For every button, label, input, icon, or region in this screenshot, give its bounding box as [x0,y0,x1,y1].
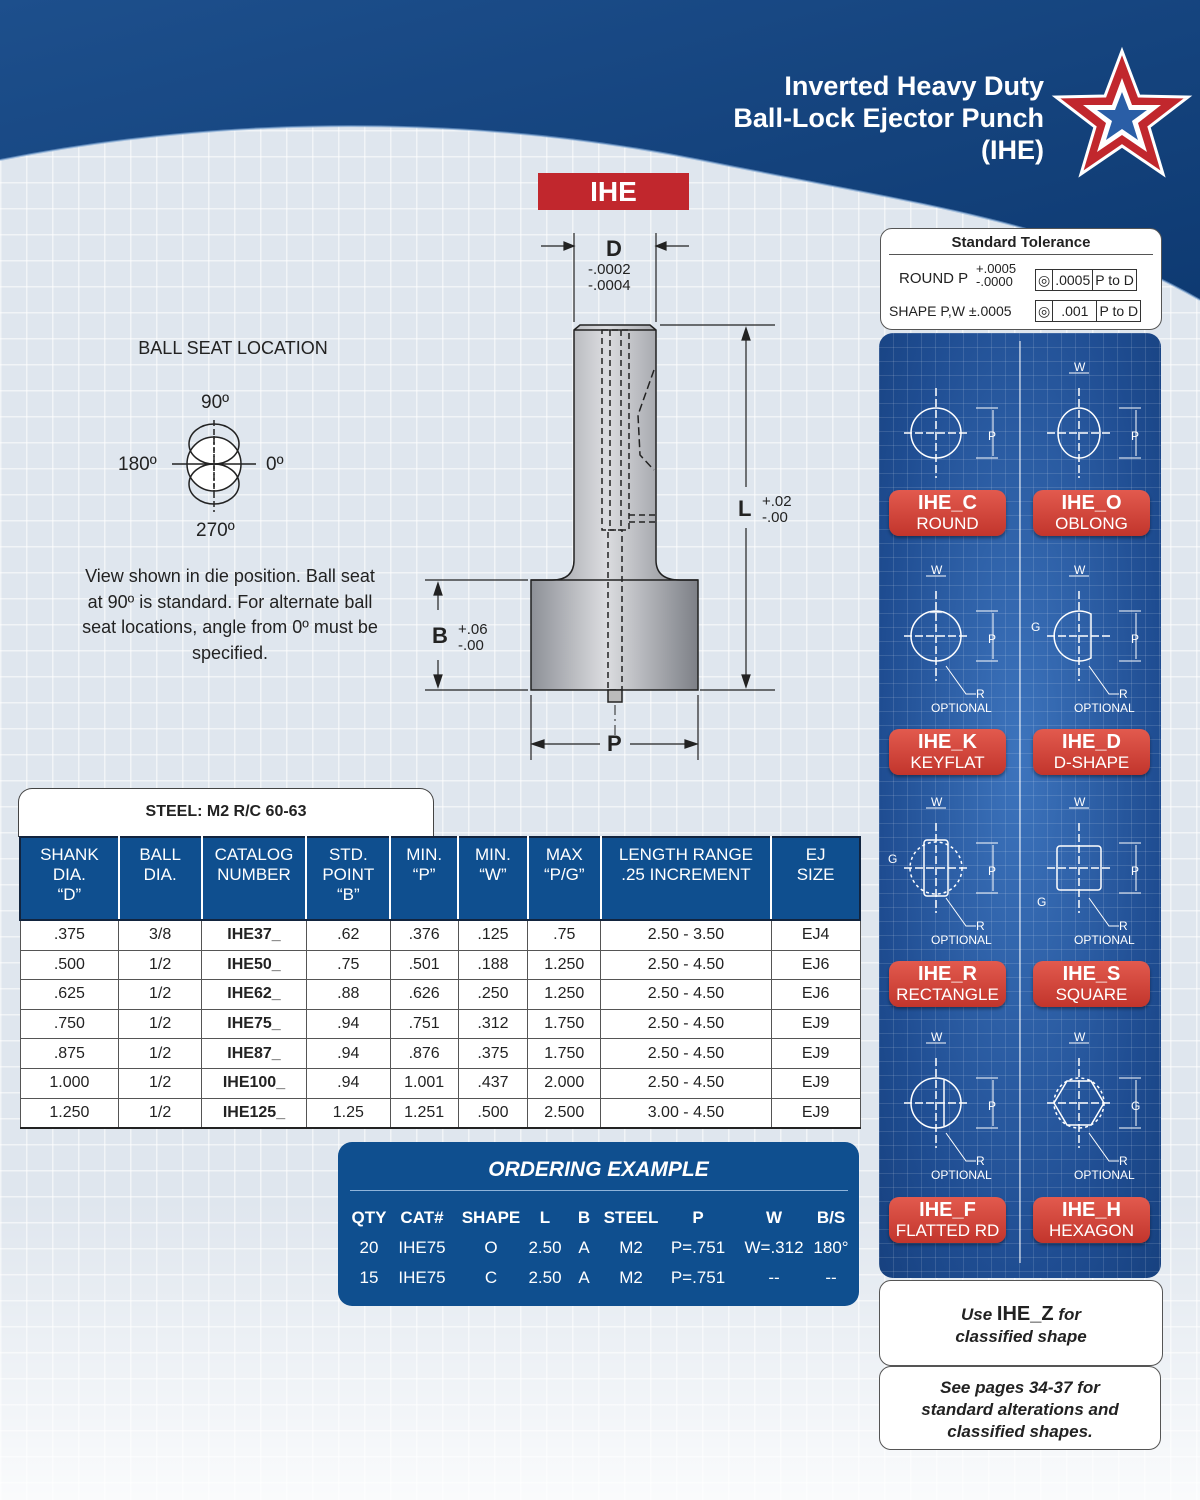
shape-button-ihe_s[interactable] [1033,961,1150,1007]
spec-header-1 [119,837,202,920]
spec-header-line: MAX [545,845,583,864]
table-cell: .376 [390,920,458,950]
spec-header-line: MIN. [475,845,511,864]
table-row [20,1039,860,1069]
shape-dim-label: OPTIONAL [1074,933,1135,947]
spec-header-line: SHANK [40,845,99,864]
round-feature-control-frame [1035,269,1137,291]
shape-dim-label: W [931,563,943,577]
ordering-header: B [577,1208,591,1227]
shape-button-ihe_d[interactable] [1033,729,1150,775]
table-cell: .375 [20,920,119,950]
shape-code: IHE_F [919,1199,976,1221]
table-cell: .94 [306,1068,390,1098]
spec-header-0 [20,837,119,920]
title-line-3: (IHE) [981,135,1044,165]
table-cell: EJ9 [771,1009,860,1039]
punch-drawing [531,325,698,735]
ordering-cell: M2 [619,1238,643,1257]
shape-name: ROUND [916,514,979,533]
standard-tolerance-box [880,228,1162,330]
table-cell: .501 [390,950,458,980]
b-tol-lower: -.00 [458,637,484,654]
table-cell: 2.50 - 4.50 [601,1039,772,1069]
table-cell: 2.50 - 4.50 [601,1009,772,1039]
tolerance-divider [889,254,1153,255]
ihez-suffix: for [1053,1305,1081,1324]
shape-dim-label: R [976,687,985,701]
shape-code: IHE_S [1062,963,1121,985]
shape-dim-label: G [888,852,898,866]
spec-header-4 [390,837,458,920]
standard-tolerance-title: Standard Tolerance [951,234,1091,251]
table-cell: 1.251 [390,1098,458,1128]
l-tol-lower: -.00 [762,509,788,526]
table-cell: 1.750 [528,1039,601,1069]
shape-name: OBLONG [1055,514,1128,533]
shape-button-ihe_c[interactable] [889,490,1006,536]
spec-header-line: EJ [805,845,826,864]
shape-name: KEYFLAT [910,753,985,772]
table-cell: 3/8 [119,920,202,950]
ordering-cell: 180° [813,1238,849,1257]
spec-header-line: DIA. [52,865,86,884]
ball-seat-diagram [172,420,256,512]
table-cell: 2.50 - 4.50 [601,980,772,1010]
table-row [20,980,860,1010]
spec-header-8 [771,837,860,920]
shape-dim-label: OPTIONAL [931,1168,992,1182]
table-cell: .62 [306,920,390,950]
shape-code: IHE_K [918,731,977,753]
table-cell: IHE87_ [202,1039,307,1069]
table-cell: .312 [458,1009,528,1039]
spec-header-line: SIZE [796,865,835,884]
spec-header-5 [458,837,528,920]
table-cell: 2.50 - 3.50 [601,920,772,950]
table-cell: .375 [458,1039,528,1069]
concentricity-icon: ◎ [1036,301,1053,321]
ordering-cell: -- [768,1268,780,1287]
shape-feature-control-frame [1035,300,1141,322]
ordering-cell: -- [825,1268,837,1287]
shape-dim-label: R [1119,1154,1128,1168]
table-cell: .750 [20,1009,119,1039]
table-row [20,950,860,980]
l-tolerance [762,494,792,526]
shape-dim-label: P [988,429,997,443]
title-line-1: Inverted Heavy Duty [784,71,1044,101]
p-dimension-label: P [607,731,622,756]
spec-header-line: “B” [336,885,360,904]
table-cell: IHE125_ [202,1098,307,1128]
material-label: STEEL: M2 R/C 60-63 [18,788,434,837]
shape-dim-label: P [1131,429,1140,443]
spec-header-3 [306,837,390,920]
spec-header-line: DIA. [143,865,177,884]
ordering-cell: M2 [619,1268,643,1287]
shape-name: FLATTED RD [895,1221,1000,1240]
table-cell: IHE100_ [202,1068,307,1098]
table-cell: IHE37_ [202,920,307,950]
shape-dim-label: R [1119,687,1128,701]
ball-seat-note: View shown in die position. Ball seat at 90º is standard. For alternate ball seat locations, angle from 0º must be specified. [82,566,378,663]
ordering-cell: P=.751 [670,1268,726,1287]
ordering-header: SHAPE [461,1208,521,1227]
shape-dim-label: G [1131,1099,1141,1113]
table-cell: .751 [390,1009,458,1039]
table-cell: EJ6 [771,950,860,980]
l-dimension-label: L [738,496,752,521]
shape-dim-label: R [1119,919,1128,933]
ordering-header: W [765,1208,783,1227]
table-cell: 1.250 [528,950,601,980]
shape-dim-label: W [1074,563,1086,577]
shape-dim-label: P [1131,632,1140,646]
shape-dim-label: W [1074,1030,1086,1044]
shape-code: IHE_O [1061,492,1122,514]
table-cell: IHE75_ [202,1009,307,1039]
round-tolerance-label: ROUND P [899,270,969,287]
ordering-cell: P=.751 [670,1238,726,1257]
shape-dim-label: OPTIONAL [931,933,992,947]
concentricity-icon: ◎ [1036,270,1053,290]
shape-dim-label: W [931,1030,943,1044]
table-cell: 1/2 [119,980,202,1010]
table-cell: .75 [528,920,601,950]
table-cell: .626 [390,980,458,1010]
table-cell: .88 [306,980,390,1010]
table-cell: 1/2 [119,950,202,980]
table-cell: .876 [390,1039,458,1069]
shape-dim-label: P [988,864,997,878]
table-cell: EJ9 [771,1098,860,1128]
table-cell: 2.50 - 4.50 [601,1068,772,1098]
spec-header-line: “W” [479,865,507,884]
table-cell: .94 [306,1009,390,1039]
spec-header-line: POINT [322,865,375,884]
spec-header-2 [202,837,307,920]
shape-code: IHE_H [1062,1199,1121,1221]
spec-header-line: CATALOG [214,845,294,864]
ordering-example-panel [338,1142,859,1306]
table-cell: .188 [458,950,528,980]
shape-dim-label: P [988,632,997,646]
round-tolerance-values [976,262,1016,288]
shape-dim-label: W [1074,360,1086,374]
ordering-header: STEEL [603,1208,659,1227]
angle-270-label: 270º [196,520,235,541]
shape-code: IHE_C [918,492,977,514]
ordering-cell: 20 [359,1238,379,1257]
ordering-cell: IHE75 [398,1268,446,1287]
table-row [20,1068,860,1098]
shape-dim-label: R [976,919,985,933]
table-cell: EJ6 [771,980,860,1010]
table-cell: .625 [20,980,119,1010]
see-pages-note: See pages 34-37 for standard alterations and classified shapes. [879,1366,1161,1450]
shape-dim-label: P [988,1099,997,1113]
table-cell: EJ4 [771,920,860,950]
shape-dim-label: OPTIONAL [1074,1168,1135,1182]
ordering-cell: IHE75 [398,1238,446,1257]
table-cell: .500 [458,1098,528,1128]
ordering-header: QTY [351,1208,387,1227]
shape-fcf-datum: P to D [1099,303,1139,319]
spec-header-line: NUMBER [217,865,291,884]
shape-dim-label: W [931,795,943,809]
spec-table [19,836,861,1129]
table-cell: IHE62_ [202,980,307,1010]
table-cell: .437 [458,1068,528,1098]
spec-header-line: BALL [139,845,181,864]
table-row [20,1098,860,1128]
product-banner: IHE [538,173,689,210]
shapes-panel [879,333,1161,1278]
l-tol-upper: +.02 [762,493,792,510]
shape-dim-label: P [1131,864,1140,878]
spec-header-line: “P” [412,865,436,884]
table-cell: 1/2 [119,1039,202,1069]
ordering-header: CAT# [400,1208,444,1227]
classified-shape-note [879,1280,1163,1366]
table-cell: IHE50_ [202,950,307,980]
table-cell: 1.001 [390,1068,458,1098]
shape-button-ihe_r[interactable] [889,961,1006,1007]
spec-header-line: “D” [57,885,82,904]
ihez-prefix: Use [961,1305,997,1324]
table-row [20,1009,860,1039]
spec-header-6 [528,837,601,920]
spec-header-line: STD. [328,845,368,864]
table-cell: 2.000 [528,1068,601,1098]
ordering-example-title: ORDERING EXAMPLE [488,1158,709,1181]
table-cell: 2.50 - 4.50 [601,950,772,980]
table-cell: 1.750 [528,1009,601,1039]
table-cell: 1.250 [20,1098,119,1128]
table-cell: .250 [458,980,528,1010]
round-tol-plus: +.0005 [976,261,1017,276]
ordering-cell: 2.50 [528,1268,562,1287]
spec-header-7 [601,837,772,920]
spec-header-line: LENGTH RANGE [618,845,754,864]
shape-name: SQUARE [1055,985,1128,1004]
shape-name: HEXAGON [1048,1221,1135,1240]
table-cell: EJ9 [771,1039,860,1069]
shape-button-ihe_o[interactable] [1033,490,1150,536]
ordering-header: B/S [816,1208,846,1227]
page-title [733,70,1044,166]
table-cell: .75 [306,950,390,980]
ihez-line-2: classified shape [955,1327,1087,1346]
table-cell: 1.000 [20,1068,119,1098]
angle-0-label: 0º [266,454,284,475]
shape-button-ihe_k[interactable] [889,729,1006,775]
shape-button-ihe_h[interactable] [1033,1197,1150,1243]
table-cell: 1.25 [306,1098,390,1128]
shape-dim-label: R [976,1154,985,1168]
shape-name: RECTANGLE [896,985,999,1004]
round-fcf-datum: P to D [1095,272,1134,288]
table-cell: .500 [20,950,119,980]
spec-header-line: “P/G” [543,865,585,884]
ordering-cell: 2.50 [528,1238,562,1257]
spec-header-line: .25 INCREMENT [621,865,751,884]
table-cell: 3.00 - 4.50 [601,1098,772,1128]
ordering-cell: O [484,1238,498,1257]
table-row [20,920,860,950]
shape-dim-label: W [1074,795,1086,809]
angle-90-label: 90º [201,392,230,413]
b-tol-upper: +.06 [458,621,488,638]
round-tol-minus: -.0000 [976,274,1013,289]
shape-name: D-SHAPE [1053,753,1130,772]
ordering-cell: A [578,1238,590,1257]
d-tol-upper: -.0002 [588,261,631,278]
round-fcf-value: .0005 [1053,270,1093,290]
title-line-2: Ball-Lock Ejector Punch [733,103,1044,133]
spec-header-line: MIN. [406,845,443,864]
b-tolerance [458,622,488,654]
d-tol-lower: -.0004 [588,277,631,294]
ordering-cell: A [578,1268,590,1287]
table-cell: EJ9 [771,1068,860,1098]
table-cell: .875 [20,1039,119,1069]
d-tolerance [588,262,631,294]
ordering-divider [350,1190,848,1191]
shape-button-ihe_f[interactable] [889,1197,1006,1243]
ordering-cell: W=.312 [744,1238,804,1257]
b-dimension-label: B [432,623,448,648]
table-cell: .94 [306,1039,390,1069]
ball-seat-title: BALL SEAT LOCATION [138,338,328,358]
shape-diagrams [879,333,1161,1278]
d-dimension-label: D [606,236,622,261]
shape-dim-label: G [1037,895,1047,909]
angle-180-label: 180º [118,454,157,475]
table-cell: 2.500 [528,1098,601,1128]
ordering-cell: C [484,1268,498,1287]
ordering-cell: 15 [359,1268,379,1287]
ordering-header: P [692,1208,704,1227]
shape-tolerance-label: SHAPE P,W ±.0005 [889,303,1012,319]
ordering-header: L [539,1208,551,1227]
shape-dim-label: OPTIONAL [1074,701,1135,715]
table-cell: 1/2 [119,1098,202,1128]
shape-code: IHE_D [1062,731,1121,753]
shape-dim-label: G [1031,620,1041,634]
table-cell: 1/2 [119,1068,202,1098]
shape-fcf-value: .001 [1053,301,1097,321]
table-cell: 1.250 [528,980,601,1010]
ihez-code: IHE_Z [996,1303,1054,1325]
shape-code: IHE_R [918,963,977,985]
table-cell: 1/2 [119,1009,202,1039]
table-cell: .125 [458,920,528,950]
shape-dim-label: OPTIONAL [931,701,992,715]
